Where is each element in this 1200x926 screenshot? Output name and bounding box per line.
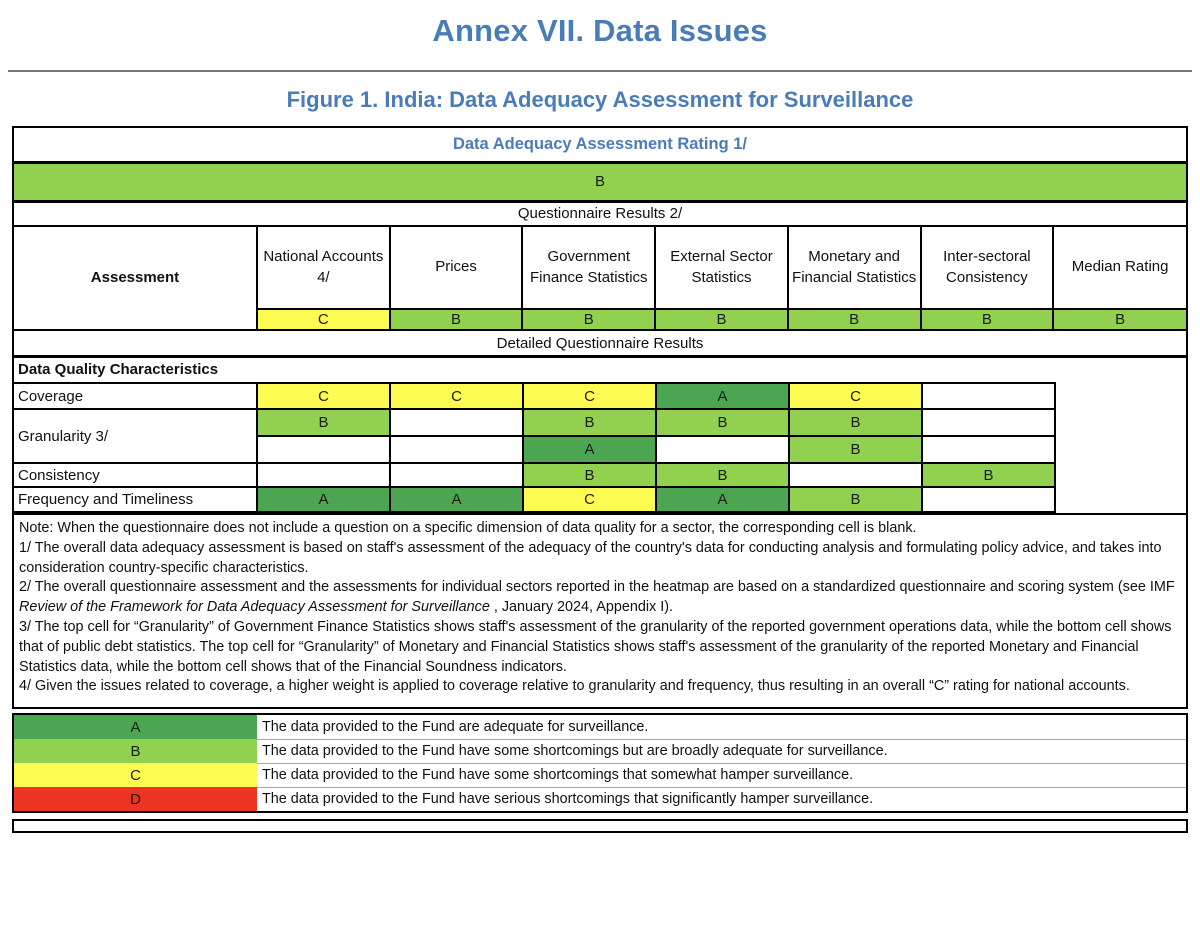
legend-description-a: The data provided to the Fund are adequate for surveillance. bbox=[257, 715, 1186, 739]
heatmap-cell: B bbox=[789, 436, 922, 463]
heatmap-cell: B bbox=[390, 309, 523, 330]
legend-table bbox=[14, 715, 1186, 811]
assessment-table bbox=[14, 128, 1186, 331]
section-title-detailed-results: Detailed Questionnaire Results bbox=[14, 331, 1186, 358]
heatmap-cell: A bbox=[390, 487, 523, 512]
heatmap-cell: A bbox=[656, 487, 789, 512]
heatmap-cell bbox=[922, 487, 1055, 512]
figure-title: Figure 1. India: Data Adequacy Assessment for Surveillance bbox=[286, 87, 914, 112]
legend-swatch-b: B bbox=[14, 739, 257, 763]
heatmap-cell bbox=[390, 436, 523, 463]
legend-row-c bbox=[14, 763, 1186, 787]
footnote-3: 3/ The top cell for “Granularity” of Government Finance Statistics shows staff's assessment of the granularity of the reported government operations data, while the bottom cell shows that of public debt statistics. The top cell for “Granularity” of Monetary and Financial Statistics shows staff's assessment of the granularity of the reported Monetary and Financial Statistics data, while the bottom cell shows that of the Financial Soundness indicators. bbox=[19, 618, 1172, 675]
column-header-monetary-financial-statistics: Monetary and Financial Statistics bbox=[788, 226, 921, 309]
heatmap-cell: B bbox=[789, 487, 922, 512]
assessment-header: Assessment bbox=[14, 226, 257, 330]
section-title-overall-rating: Data Adequacy Assessment Rating 1/ bbox=[14, 128, 1186, 162]
heatmap-cell bbox=[390, 463, 523, 487]
legend-description-b: The data provided to the Fund have some shortcomings but are broadly adequate for surveillance. bbox=[257, 739, 1186, 763]
footnote-2-italic-title: Review of the Framework for Data Adequacy Assessment for Surveillance bbox=[19, 599, 490, 616]
heatmap-cell: B bbox=[257, 409, 390, 436]
column-header-prices: Prices bbox=[390, 226, 523, 309]
overall-rating-cell: B bbox=[14, 162, 1186, 201]
row-label-consistency: Consistency bbox=[14, 463, 257, 487]
column-header-external-sector-statistics: External Sector Statistics bbox=[655, 226, 788, 309]
column-header-median-rating: Median Rating bbox=[1053, 226, 1186, 309]
section-title-questionnaire-results: Questionnaire Results 2/ bbox=[14, 201, 1186, 226]
heatmap-cell bbox=[922, 436, 1055, 463]
group-title-data-quality-characteristics: Data Quality Characteristics bbox=[18, 361, 219, 378]
bottom-empty-row bbox=[12, 819, 1188, 833]
legend-swatch-c: C bbox=[14, 763, 257, 787]
row-label-granularity: Granularity 3/ bbox=[14, 409, 257, 463]
heatmap-cell: C bbox=[789, 383, 922, 409]
heatmap-cell: C bbox=[257, 309, 390, 330]
heatmap-cell: B bbox=[922, 463, 1055, 487]
heatmap-cell: B bbox=[523, 409, 656, 436]
heatmap-cell: B bbox=[655, 309, 788, 330]
heatmap-cell: B bbox=[788, 309, 921, 330]
heatmap-cell bbox=[789, 463, 922, 487]
note-general: Note: When the questionnaire does not include a question on a specific dimension of data quality for a sector, the corresponding cell is blank. bbox=[19, 520, 917, 536]
legend-row-a bbox=[14, 715, 1186, 739]
heatmap-cell: B bbox=[789, 409, 922, 436]
column-header-government-finance-statistics: Government Finance Statistics bbox=[522, 226, 655, 309]
heatmap-cell: C bbox=[257, 383, 390, 409]
heatmap-cell: B bbox=[656, 463, 789, 487]
heatmap-cell bbox=[922, 383, 1055, 409]
heatmap-cell: B bbox=[523, 463, 656, 487]
heatmap-cell: B bbox=[656, 409, 789, 436]
row-label-coverage: Coverage bbox=[14, 383, 257, 409]
heatmap-cell: C bbox=[523, 383, 656, 409]
heatmap-cell bbox=[257, 436, 390, 463]
heatmap-cell bbox=[656, 436, 789, 463]
legend-row-d bbox=[14, 787, 1186, 811]
legend-swatch-a: A bbox=[14, 715, 257, 739]
heatmap-cell: C bbox=[523, 487, 656, 512]
notes-block bbox=[14, 513, 1186, 707]
footnote-1: 1/ The overall data adequacy assessment is based on staff's assessment of the adequacy of the country's data for conducting analysis and formulating policy advice, and takes into consideration country-specific characteristics. bbox=[19, 539, 1162, 576]
heatmap-cell bbox=[390, 409, 523, 436]
footnote-4: 4/ Given the issues related to coverage, a higher weight is applied to coverage relative to granularity and frequency, thus resulting in an overall “C” rating for national accounts. bbox=[19, 678, 1130, 695]
column-header-inter-sectoral-consistency: Inter-sectoral Consistency bbox=[921, 226, 1054, 309]
heatmap-cell: B bbox=[1053, 309, 1186, 330]
legend-row-b bbox=[14, 739, 1186, 763]
heatmap-cell bbox=[257, 463, 390, 487]
heatmap-cell bbox=[922, 409, 1055, 436]
detailed-results-table bbox=[14, 382, 1056, 513]
legend-box bbox=[12, 713, 1188, 813]
title-divider bbox=[8, 70, 1192, 72]
row-label-frequency-timeliness: Frequency and Timeliness bbox=[14, 487, 257, 512]
page-title: Annex VII. Data Issues bbox=[432, 13, 768, 48]
legend-description-c: The data provided to the Fund have some shortcomings that somewhat hamper surveillance. bbox=[257, 763, 1186, 787]
legend-swatch-d: D bbox=[14, 787, 257, 811]
heatmap-cell: B bbox=[921, 309, 1054, 330]
column-header-national-accounts: National Accounts 4/ bbox=[257, 226, 390, 309]
heatmap-cell: A bbox=[656, 383, 789, 409]
heatmap-cell: A bbox=[523, 436, 656, 463]
heatmap-cell: C bbox=[390, 383, 523, 409]
assessment-figure-box bbox=[12, 126, 1188, 709]
legend-description-d: The data provided to the Fund have serious shortcomings that significantly hamper surveillance. bbox=[257, 787, 1186, 811]
footnote-2: 2/ The overall questionnaire assessment and the assessments for individual sectors reported in the heatmap are based on a standardized questionnaire and scoring system (see IMF Review of the Framework for Data Adequacy Assessment for Surveillance , January 2024, Appendix I). bbox=[19, 579, 1175, 616]
heatmap-cell: A bbox=[257, 487, 390, 512]
heatmap-cell: B bbox=[522, 309, 655, 330]
